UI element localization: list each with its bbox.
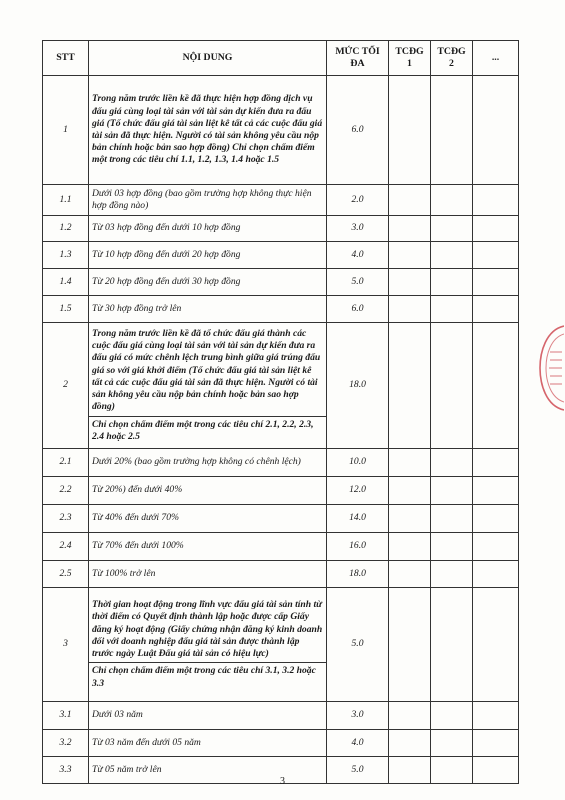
row-content: Dưới 03 năm (89, 702, 327, 730)
row-max: 5.0 (327, 757, 389, 784)
row-content: Từ 05 năm trở lên (89, 757, 327, 784)
page-number: 3 (280, 776, 285, 787)
row-max: 18.0 (327, 323, 389, 449)
header-row (43, 41, 519, 76)
row-stt: 3.1 (43, 702, 89, 730)
row-text: Thời gian hoạt động trong lĩnh vực đấu giá tài sản tính từ thời điểm có Quyết định thành lập hoặc được cấp Giấy đăng ký hoạt động (Giấy chứng nhận đăng ký kinh doanh đối với doanh nghiệp đấu giá tài sản được thành lập trước ngày Luật Đấu giá tài sản có hiệu lực) (92, 599, 323, 660)
row-stt: 1.4 (43, 269, 89, 296)
row-max: 6.0 (327, 296, 389, 323)
row-content: Từ 10 hợp đồng đến dưới 20 hợp đồng (89, 242, 327, 269)
table-row (43, 185, 519, 216)
row-content: Từ 03 năm đến dưới 05 năm (89, 730, 327, 757)
row-content: Dưới 20% (bao gồm trường hợp không có chênh lệch) (89, 449, 327, 477)
row-max: 5.0 (327, 269, 389, 296)
row-stt: 1.2 (43, 216, 89, 242)
header-tcdg2: TCĐG 2 (431, 41, 473, 76)
row-stt: 2.5 (43, 561, 89, 588)
row-max: 3.0 (327, 702, 389, 730)
table-row (43, 505, 519, 533)
row-content: Từ 03 hợp đồng đến dưới 10 hợp đồng (89, 216, 327, 242)
row-stt: 1.3 (43, 242, 89, 269)
row-text: Trong năm trước liền kề đã tổ chức đấu giá thành các cuộc đấu giá cùng loại tài sản với tài sản dự kiến đưa ra đấu giá có mức chênh lệch trung bình giữa giá trúng đấu giá so với giá khởi điểm (Tổ chức đấu giá tài sản liệt kê tất cả các cuộc đấu giá tài sản đã thực hiện. Người có tài sản không yêu cầu nộp bản chính hoặc bản sao hợp đồng) (92, 328, 321, 413)
row-note: Chỉ chọn chấm điểm một trong các tiêu chí 2.1, 2.2, 2.3, 2.4 hoặc 2.5 (89, 416, 326, 443)
table-row (43, 269, 519, 296)
row-stt: 3 (43, 588, 89, 702)
row-max: 4.0 (327, 242, 389, 269)
header-tcdg1: TCĐG 1 (389, 41, 431, 76)
row-stt: 2.3 (43, 505, 89, 533)
criteria-table (42, 40, 519, 784)
header-noi-dung: NỘI DUNG (89, 41, 327, 76)
table-row (43, 323, 519, 449)
row-stt: 2.2 (43, 477, 89, 505)
row-stt: 3.3 (43, 757, 89, 784)
row-max: 6.0 (327, 76, 389, 185)
row-max: 16.0 (327, 533, 389, 561)
table-row (43, 702, 519, 730)
table-row (43, 216, 519, 242)
row-max: 5.0 (327, 588, 389, 702)
row-max: 3.0 (327, 216, 389, 242)
table-row (43, 588, 519, 702)
header-more: ... (473, 41, 519, 76)
table-row (43, 561, 519, 588)
row-content: Dưới 03 hợp đồng (bao gồm trường hợp không thực hiện hợp đồng nào) (89, 185, 327, 216)
table-row (43, 730, 519, 757)
row-content: Từ 30 hợp đồng trở lên (89, 296, 327, 323)
table-row (43, 533, 519, 561)
row-max: 10.0 (327, 449, 389, 477)
row-stt: 2 (43, 323, 89, 449)
row-content: Trong năm trước liền kề đã thực hiện hợp đồng dịch vụ đấu giá cùng loại tài sản với tài sản dự kiến đưa ra đấu giá (Tổ chức đấu giá tài sản liệt kê tất cả các cuộc đấu giá tài sản đã thực hiện. Người có tài sản không yêu cầu nộp bản chính hoặc bản sao hợp đồng) Chỉ chọn chấm điểm một trong các tiêu chí 1.1, 1.2, 1.3, 1.4 hoặc 1.5 (89, 76, 327, 185)
row-max: 4.0 (327, 730, 389, 757)
row-max: 14.0 (327, 505, 389, 533)
row-content: Từ 40% đến dưới 70% (89, 505, 327, 533)
row-content: Từ 70% đến dưới 100% (89, 533, 327, 561)
row-content: Từ 20 hợp đồng đến dưới 30 hợp đồng (89, 269, 327, 296)
row-max: 2.0 (327, 185, 389, 216)
header-muc-toi-da: MỨC TỐI ĐA (327, 41, 389, 76)
row-content: Từ 100% trở lên (89, 561, 327, 588)
row-stt: 1 (43, 76, 89, 185)
table-row (43, 76, 519, 185)
row-stt: 2.4 (43, 533, 89, 561)
row-content (89, 323, 327, 449)
row-stt: 2.1 (43, 449, 89, 477)
table-row (43, 449, 519, 477)
row-stt: 3.2 (43, 730, 89, 757)
table-row (43, 242, 519, 269)
row-max: 12.0 (327, 477, 389, 505)
row-note: Chỉ chọn chấm điểm một trong các tiêu chí 3.1, 3.2 hoặc 3.3 (89, 662, 326, 689)
row-content (89, 588, 327, 702)
row-stt: 1.1 (43, 185, 89, 216)
header-stt: STT (43, 41, 89, 76)
table-row (43, 477, 519, 505)
row-stt: 1.5 (43, 296, 89, 323)
row-max: 18.0 (327, 561, 389, 588)
table-row (43, 296, 519, 323)
red-seal-stamp (536, 322, 564, 414)
row-content: Từ 20%) đến dưới 40% (89, 477, 327, 505)
